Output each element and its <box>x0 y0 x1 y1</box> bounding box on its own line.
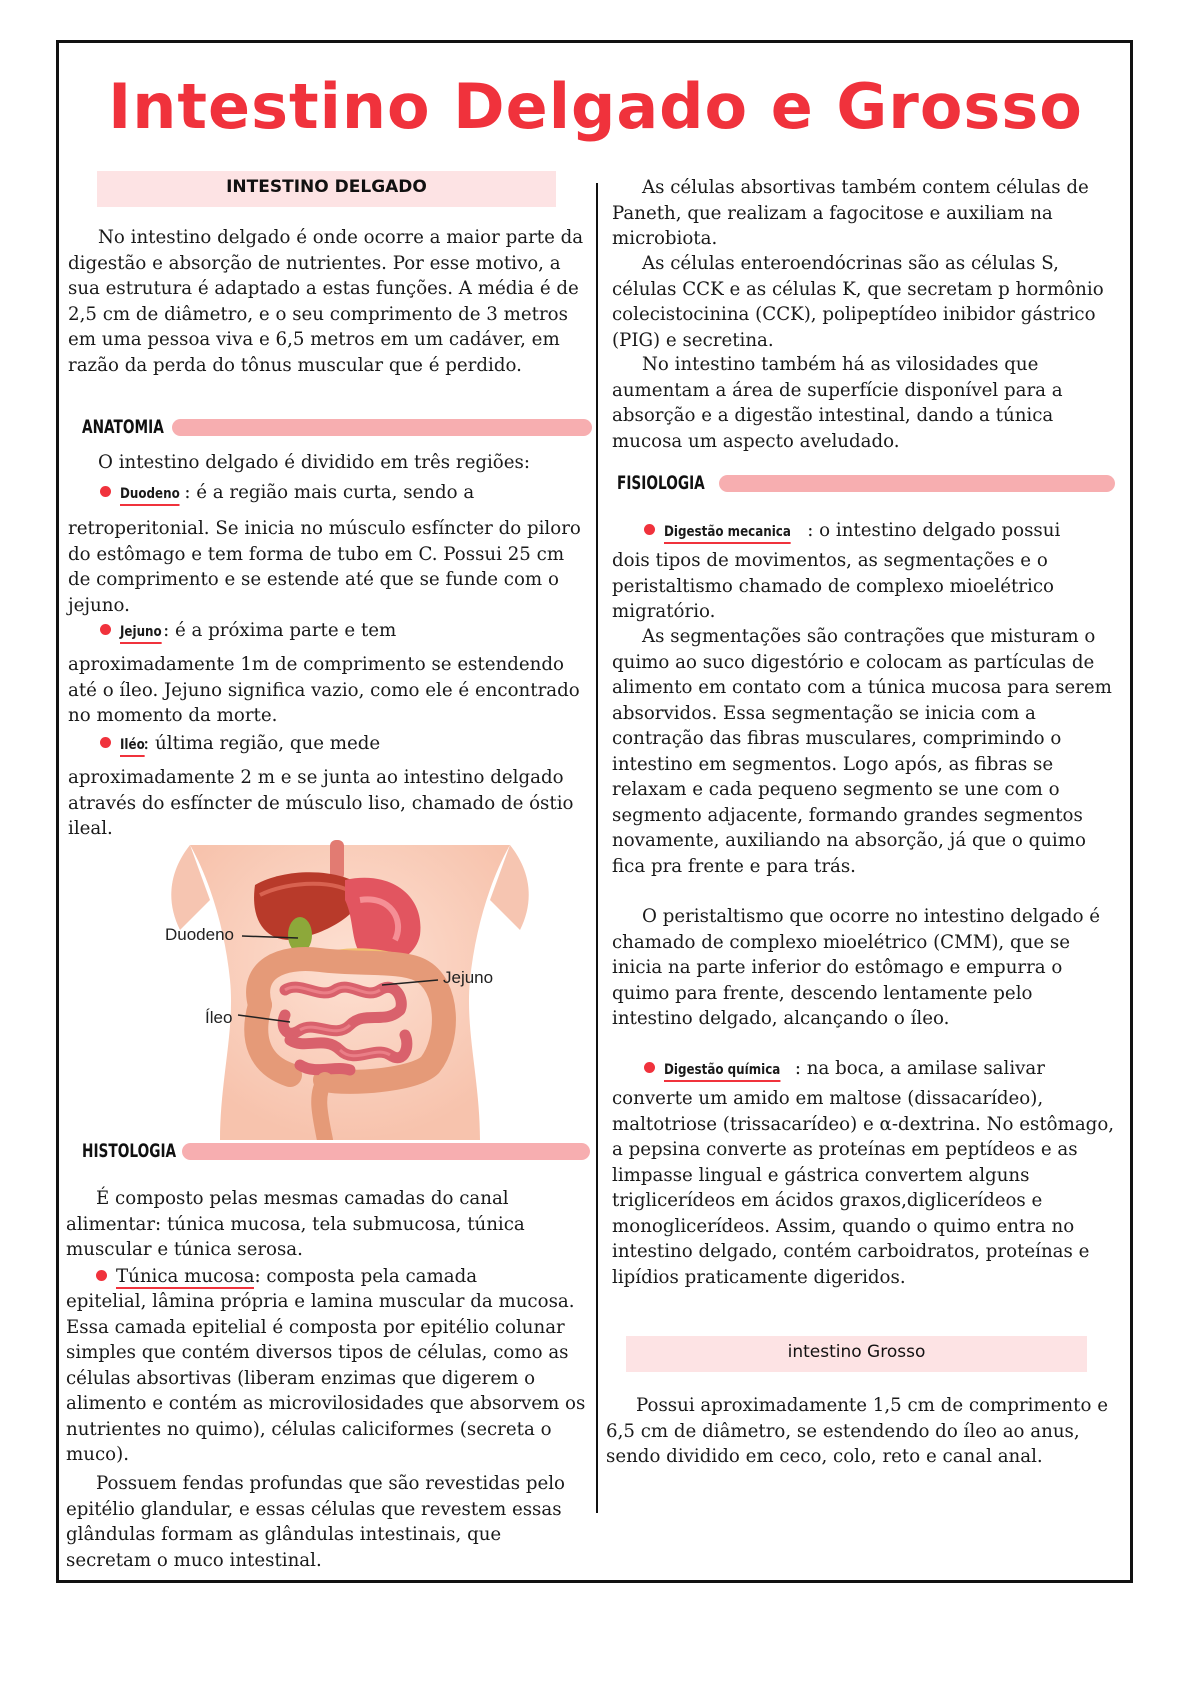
anatomia-heading-bar <box>172 419 592 436</box>
anatomia-heading: ANATOMIA <box>82 416 164 438</box>
label-ileo: Íleo <box>205 1008 233 1027</box>
anatomia-lead: O intestino delgado é dividido em três regiões: <box>98 452 530 473</box>
duodeno-first-line: : é a região mais curta, sendo a <box>184 482 475 503</box>
term-duodeno: Duodeno <box>120 485 180 506</box>
ileo-first-line: : última região, que mede <box>143 733 381 754</box>
vilosidades-paragraph: No intestino também há as vilosidades que aumentam a área de superfície disponível para a absorção e a digestão intestinal, dando a túnica mucosa um aspecto aveludado. <box>612 354 1063 452</box>
fisiologia-heading-bar <box>719 475 1115 492</box>
paneth-paragraph: As células absortivas também contem células de Paneth, que realizam a fagocitose e auxiliam na microbiota. <box>612 177 1089 249</box>
histologia-lead: É composto pelas mesmas camadas do canal alimentar: túnica mucosa, tela submucosa, túnica muscular e túnica serosa. <box>66 1188 525 1260</box>
bullet-icon <box>100 486 111 497</box>
intro-paragraph: No intestino delgado é onde ocorre a maior parte da digestão e absorção de nutrientes. Por esse motivo, a sua estrutura é adaptado a estas funções. A média é de 2,5 cm de diâmetro, e o seu comprimento de 3 metros em uma pessoa viva e 6,5 metros em um cadáver, em razão da perda do tônus muscular que é perdido. <box>68 227 584 376</box>
digestive-system-illustration <box>150 840 550 1140</box>
item-digestao-quimica-line <box>644 1056 1124 1082</box>
segmentacao-paragraph: As segmentações são contrações que misturam o quimo ao suco digestório e colocam as partículas de alimento em contato com a túnica mucosa para serem absorvidos. Essa segmentação se inicia com a contração das fibras musculares, comprimindo o intestino em segmentos. Logo após, as fibras se relaxam e cada pequeno segmento se une com o segmento adjacente, formando grandes segmentos novamente, auxiliando na absorção, já que o quimo fica pra frente e para trás. <box>612 626 1112 877</box>
banner-intestino-delgado: INTESTINO DELGADO <box>97 171 556 207</box>
histologia-heading: HISTOLOGIA <box>82 1140 177 1162</box>
tunica-first-line: : composta pela camada <box>254 1266 478 1287</box>
item-jejuno-line <box>100 618 590 644</box>
item-tunica-mucosa-line <box>96 1264 590 1290</box>
term-digestao-mecanica: Digestão mecanica <box>664 523 791 544</box>
bullet-icon <box>644 524 655 535</box>
enteroendocrine-paragraph: As células enteroendócrinas são as células S, células CCK e as células K, que secretam p hormônio colecistocinina (CCK), polipeptídeo inibidor gástrico (PIG) e secretina. <box>612 253 1104 351</box>
item-ileo-line <box>100 731 590 757</box>
label-duodeno: Duodeno <box>165 925 235 944</box>
ileo-description: aproximadamente 2 m e se junta ao intestino delgado através do esfíncter de músculo liso, chamado de óstio ileal. <box>68 767 574 839</box>
intestino-grosso-paragraph: Possui aproximadamente 1,5 cm de comprimento e 6,5 cm de diâmetro, se estendendo do íleo ao anus, sendo dividido em ceco, colo, reto e canal anal. <box>606 1395 1108 1467</box>
duodeno-description: retroperitonial. Se inicia no músculo esfíncter do piloro do estômago e tem forma de tubo em C. Possui 25 cm de comprimento e se estende até que se funde com o jejuno. <box>68 518 581 616</box>
section-anatomia <box>82 414 594 440</box>
term-tunica-mucosa: Túnica mucosa <box>116 1266 255 1287</box>
section-fisiologia <box>617 470 1117 496</box>
label-jejuno: Jejuno <box>443 968 494 987</box>
jejuno-first-line: : é a próxima parte e tem <box>163 620 397 641</box>
bullet-icon <box>644 1062 655 1073</box>
quimica-description: converte um amido em maltose (dissacarídeo), maltotriose (trissacarídeo) e α-dextrina. No estômago, a pepsina converte as proteínas em peptídeos e as limpasse lingual e gástrica convertem alguns triglicerídeos em ácidos graxos,diglicerídeos e monoglicerídeos. Assim, quando o quimo entra no intestino delgado, contém carboidratos, proteínas e lipídios praticamente digeridos. <box>612 1088 1115 1288</box>
banner-intestino-grosso: intestino Grosso <box>626 1336 1087 1372</box>
section-histologia <box>82 1138 594 1164</box>
page-title: Intestino Delgado e Grosso <box>108 70 1083 143</box>
quimica-first-line: : na boca, a amilase salivar <box>794 1058 1045 1079</box>
term-ileo: Iléo <box>120 736 145 757</box>
tunica-mucosa-description: epitelial, lâmina própria e lamina muscular da mucosa. Essa camada epitelial é composta por epitélio colunar simples que contém diversos tipos de células, como as células absortivas (liberam enzimas que digerem o alimento e contém as microvilosidades que absorvem os nutrientes no quimo), células caliciformes (secreta o muco). <box>66 1291 586 1465</box>
item-duodeno-line <box>100 480 590 506</box>
histologia-closing: Possuem fendas profundas que são revestidas pelo epitélio glandular, e essas células que revestem essas glândulas formam as glândulas intestinais, que secretam o muco intestinal. <box>66 1473 566 1571</box>
term-digestao-quimica: Digestão química <box>664 1061 780 1082</box>
bullet-icon <box>96 1270 107 1281</box>
item-digestao-mecanica-line <box>644 518 1124 544</box>
bullet-icon <box>100 737 111 748</box>
mecanica-first-line: : o intestino delgado possui <box>807 520 1061 541</box>
mecanica-description: dois tipos de movimentos, as segmentações e o peristaltismo chamado de complexo mioelétrico migratório. <box>612 550 1054 622</box>
histologia-heading-bar <box>182 1143 590 1160</box>
jejuno-description: aproximadamente 1m de comprimento se estendendo até o íleo. Jejuno significa vazio, como ele é encontrado no momento da morte. <box>68 654 580 726</box>
term-jejuno: Jejuno <box>120 623 162 644</box>
digestive-system-svg <box>150 840 550 1140</box>
bullet-icon <box>100 624 111 635</box>
fisiologia-heading: FISIOLOGIA <box>617 472 705 494</box>
peristaltismo-paragraph: O peristaltismo que ocorre no intestino delgado é chamado de complexo mioelétrico (CMM), que se inicia na parte inferior do estômago e empurra o quimo para frente, descendo lentamente pelo intestino delgado, alcançando o íleo. <box>612 906 1101 1029</box>
column-divider <box>596 183 598 1513</box>
